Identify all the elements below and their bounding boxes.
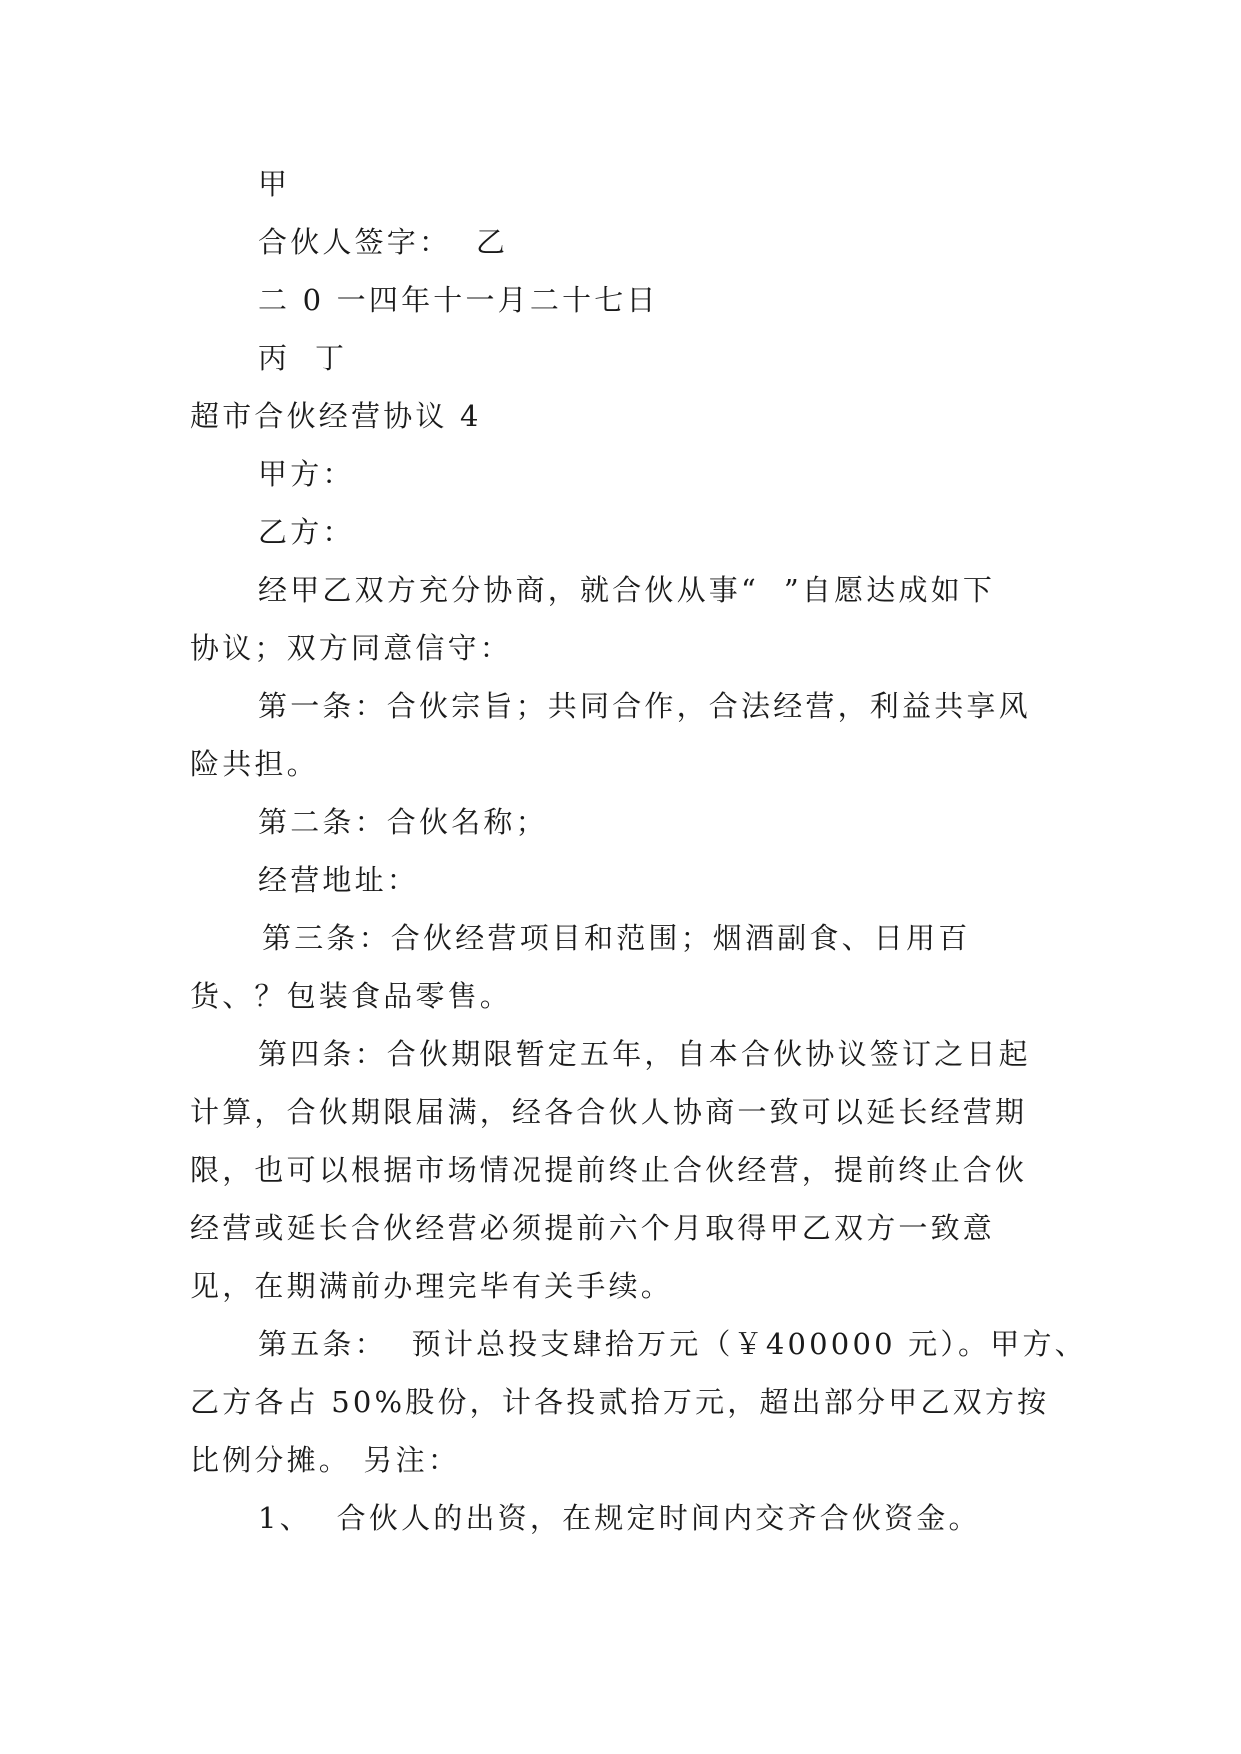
article-4-line: 计算，合伙期限届满，经各合伙人协商一致可以延长经营期 bbox=[190, 1095, 1028, 1129]
address-line: 经营地址： bbox=[258, 863, 420, 897]
article-3-line: 第三条：合伙经营项目和范围；烟酒副食、日用百 bbox=[262, 921, 971, 955]
article-4-line: 第四条：合伙期限暂定五年，自本合伙协议签订之日起 bbox=[258, 1037, 1031, 1071]
article-5-line: 第五条： 预计总投支肆拾万元（￥400000 元）。甲方、 bbox=[258, 1327, 1087, 1361]
article-3-line: 货、？包装食品零售。 bbox=[190, 979, 513, 1013]
list-item: 1、 合伙人的出资，在规定时间内交齐合伙资金。 bbox=[258, 1501, 981, 1535]
article-4-line: 限，也可以根据市场情况提前终止合伙经营，提前终止合伙 bbox=[190, 1153, 1028, 1187]
paragraph-line: 经甲乙双方充分协商，就合伙从事“ ”自愿达成如下 bbox=[258, 573, 996, 607]
paragraph-line: 协议；双方同意信守： bbox=[190, 631, 513, 665]
party-b-line: 乙方： bbox=[258, 515, 355, 549]
article-2-line: 第二条：合伙名称； bbox=[258, 805, 548, 839]
article-4-line: 见，在期满前办理完毕有关手续。 bbox=[190, 1269, 674, 1303]
section-title: 超市合伙经营协议 4 bbox=[190, 399, 482, 433]
article-1-line: 险共担。 bbox=[190, 747, 319, 781]
article-1-line: 第一条：合伙宗旨；共同合作，合法经营，利益共享风 bbox=[258, 689, 1031, 723]
party-a-line: 甲方： bbox=[258, 457, 355, 491]
date-line: 二 0 一四年十一月二十七日 bbox=[258, 283, 659, 317]
article-5-line: 比例分摊。 另注： bbox=[190, 1443, 461, 1477]
article-5-line: 乙方各占 50%股份，计各投贰拾万元，超出部分甲乙双方按 bbox=[190, 1385, 1050, 1419]
text-line: 丙 丁 bbox=[258, 341, 348, 375]
text-line: 甲 bbox=[258, 167, 291, 201]
article-4-line: 经营或延长合伙经营必须提前六个月取得甲乙双方一致意 bbox=[190, 1211, 996, 1245]
signature-line: 合伙人签字： 乙 bbox=[258, 225, 509, 259]
